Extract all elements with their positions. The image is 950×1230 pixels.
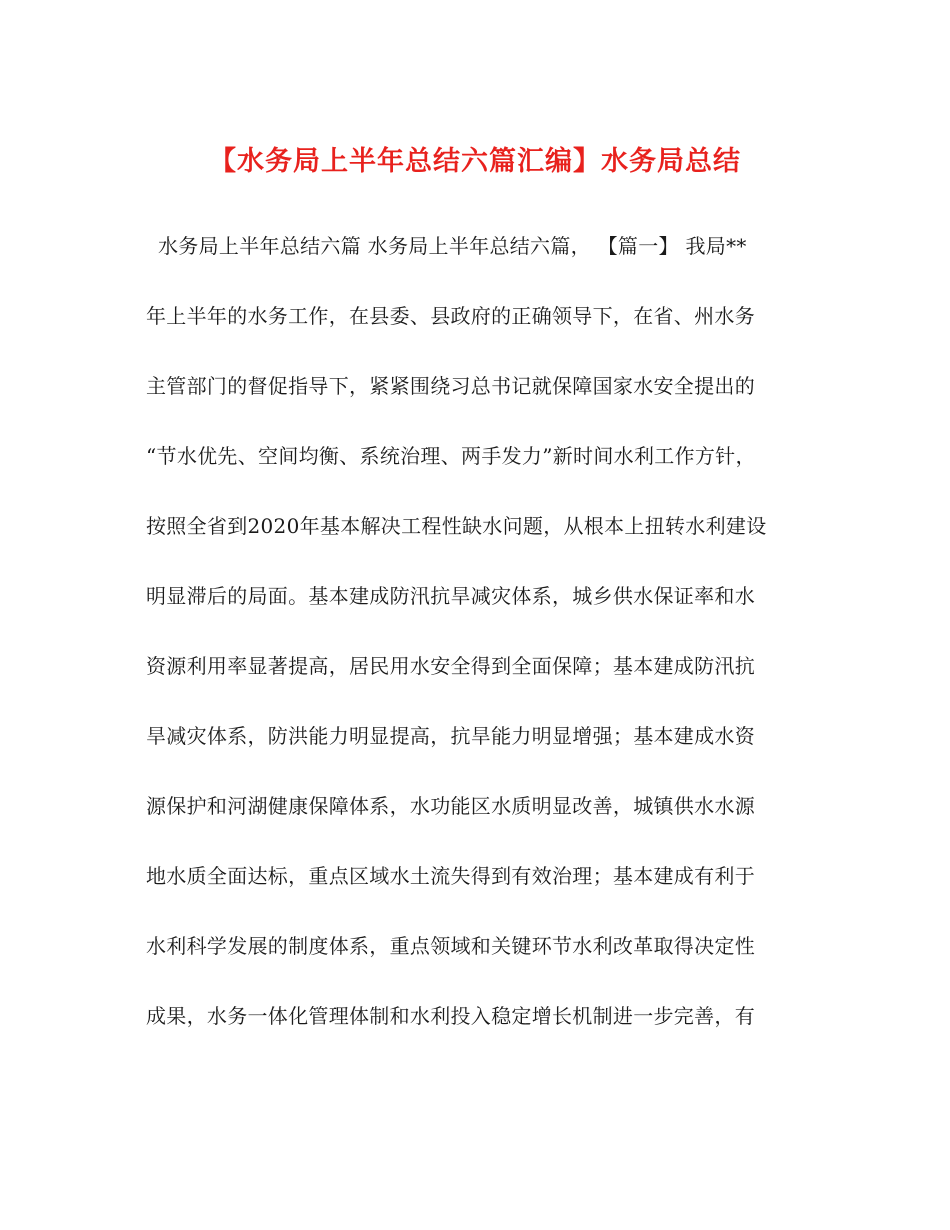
body-line-6: 明显滞后的局面。基本建成防汛抗旱减灾体系，城乡供水保证率和水 [146,584,755,608]
body-line-11: 水利科学发展的制度体系，重点领域和关键环节水利改革取得决定性 [146,934,755,958]
body-line-9: 源保护和河湖健康保障体系，水功能区水质明显改善，城镇供水水源 [146,794,755,818]
document-body [146,222,806,1062]
body-line-7: 资源利用率显著提高，居民用水安全得到全面保障；基本建成防汛抗 [146,654,755,678]
body-line-10: 地水质全面达标，重点区域水土流失得到有效治理；基本建成有利于 [146,864,755,888]
body-line-12: 成果，水务一体化管理体制和水利投入稳定增长机制进一步完善，有 [146,1004,755,1028]
body-line-1: 水务局上半年总结六篇 水务局上半年总结六篇， 【篇一】 我局** [158,234,747,258]
body-line-4: “节水优先、空间均衡、系统治理、两手发力”新时间水利工作方针， [146,444,756,468]
document-title: 【水务局上半年总结六篇汇编】水务局总结 [209,146,741,177]
body-line-5: 按照全省到2020年基本解决工程性缺水问题，从根本上扭转水利建设 [146,514,767,538]
body-line-3: 主管部门的督促指导下，紧紧围绕习总书记就保障国家水安全提出的 [146,374,755,398]
body-line-2: 年上半年的水务工作，在县委、县政府的正确领导下，在省、州水务 [146,304,755,328]
body-line-8: 旱减灾体系，防洪能力明显提高，抗旱能力明显增强；基本建成水资 [146,724,755,748]
